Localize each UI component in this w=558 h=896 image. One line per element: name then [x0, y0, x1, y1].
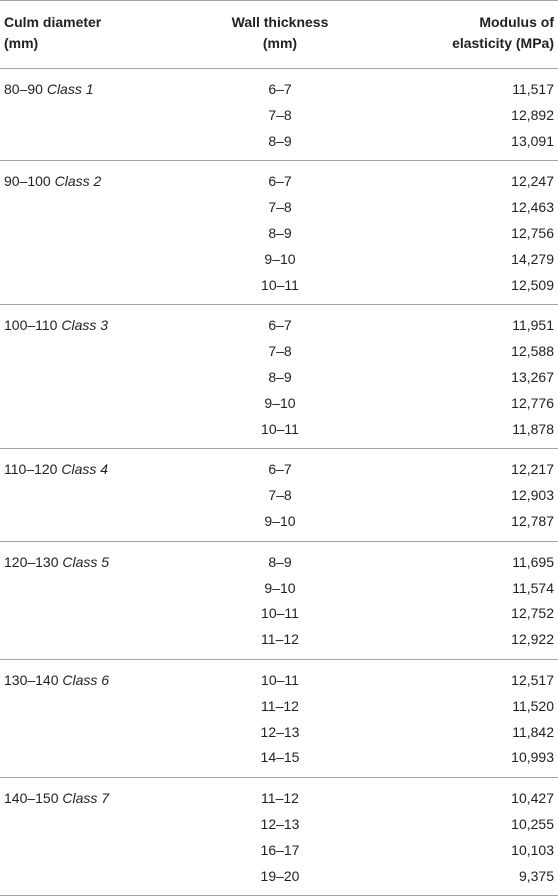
wall-thickness-cell: 9–10 — [264, 394, 296, 411]
modulus-cell: 10,103 — [511, 841, 554, 858]
class-label: Class 6 — [62, 672, 110, 688]
modulus-cell: 12,509 — [511, 276, 554, 293]
wall-thickness-cell: 9–10 — [264, 512, 296, 529]
wall-thickness-cell: 11–12 — [261, 697, 299, 714]
diameter-range: 130–140 — [4, 672, 63, 688]
class-label: Class 5 — [62, 553, 110, 570]
wall-thickness-cell: 9–10 — [264, 250, 296, 267]
modulus-cell: 11,842 — [512, 723, 554, 740]
wall-thickness-cell: 7–8 — [268, 343, 292, 360]
wall-thickness-cell: 8–9 — [268, 553, 292, 570]
wall-thickness-cell: 9–10 — [264, 579, 296, 596]
wall-thickness-cell: 7–8 — [268, 106, 292, 123]
modulus-cell: 12,903 — [511, 487, 554, 504]
table-row — [0, 367, 558, 393]
table-row — [0, 171, 558, 197]
table-row — [0, 696, 558, 722]
modulus-cell: 12,588 — [511, 343, 554, 360]
modulus-cell: 12,922 — [511, 631, 554, 648]
table-row — [0, 131, 558, 157]
table-row — [0, 485, 558, 511]
table-row — [0, 603, 558, 629]
table-row — [0, 578, 558, 604]
table-row — [0, 552, 558, 578]
group-row — [0, 660, 558, 778]
table-header — [0, 0, 558, 69]
wall-thickness-cell: 6–7 — [268, 461, 292, 478]
modulus-cell: 11,951 — [512, 317, 554, 334]
wall-thickness-cell: 10–11 — [261, 672, 299, 688]
header-modulus-of-elasticity: Modulus of elasticity (MPa) — [452, 14, 554, 51]
modulus-cell: 12,463 — [511, 199, 554, 216]
modulus-cell: 11,878 — [512, 420, 554, 437]
group-row — [0, 161, 558, 305]
diameter-range: 80–90 — [4, 81, 47, 97]
wall-thickness-cell: 6–7 — [268, 81, 292, 97]
table-row — [0, 788, 558, 814]
table-row — [0, 197, 558, 223]
diameter-range: 90–100 — [4, 173, 55, 190]
wall-thickness-cell: 12–13 — [260, 815, 300, 832]
modulus-cell: 10,427 — [511, 790, 554, 807]
table-row — [0, 79, 558, 105]
group-row — [0, 305, 558, 449]
modulus-cell: 13,091 — [511, 132, 554, 149]
wall-thickness-cell: 8–9 — [268, 132, 292, 149]
table-row — [0, 393, 558, 419]
table-row — [0, 419, 558, 445]
wall-thickness-cell: 10–11 — [261, 420, 299, 437]
wall-thickness-cell: 8–9 — [268, 224, 292, 241]
modulus-cell: 12,752 — [511, 605, 554, 622]
class-label: Class 2 — [54, 173, 102, 190]
wall-thickness-cell: 6–7 — [268, 317, 292, 334]
diameter-range: 140–150 — [4, 790, 63, 807]
wall-thickness-cell: 8–9 — [268, 368, 292, 385]
diameter-range: 120–130 — [4, 553, 63, 570]
modulus-cell: 9,375 — [518, 867, 554, 884]
wall-thickness-cell: 11–12 — [261, 790, 299, 807]
group-row — [0, 449, 558, 541]
table-row — [0, 814, 558, 840]
modulus-cell: 12,776 — [511, 394, 554, 411]
table-row — [0, 747, 558, 773]
table-row — [0, 223, 558, 249]
table-row — [0, 105, 558, 131]
wall-thickness-cell: 7–8 — [268, 487, 292, 504]
wall-thickness-cell: 19–20 — [260, 867, 300, 884]
modulus-cell: 11,517 — [512, 81, 554, 97]
group-row — [0, 542, 558, 660]
wall-thickness-cell: 7–8 — [268, 199, 292, 216]
modulus-cell: 10,255 — [511, 815, 554, 832]
table-row — [0, 840, 558, 866]
modulus-cell: 12,247 — [511, 173, 554, 190]
modulus-cell: 12,787 — [511, 512, 554, 529]
modulus-cell: 12,756 — [511, 224, 554, 241]
modulus-cell: 11,695 — [512, 553, 554, 570]
wall-thickness-cell: 6–7 — [268, 173, 292, 190]
header-culm-diameter: Culm diameter (mm) — [4, 14, 102, 51]
table-row — [0, 866, 558, 892]
table-row — [0, 722, 558, 748]
class-label: Class 1 — [46, 81, 94, 97]
table-row — [0, 629, 558, 655]
table-row — [0, 670, 558, 696]
wall-thickness-cell: 11–12 — [261, 631, 299, 648]
class-label: Class 3 — [61, 317, 109, 334]
wall-thickness-cell: 10–11 — [261, 605, 299, 622]
class-label: Class 7 — [62, 790, 110, 807]
table-row — [0, 459, 558, 485]
wall-thickness-cell: 14–15 — [260, 749, 300, 766]
diameter-range: 110–120 — [4, 461, 62, 478]
table-row — [0, 341, 558, 367]
header-wall-thickness: Wall thickness (mm) — [231, 14, 329, 51]
modulus-cell: 11,520 — [512, 697, 554, 714]
modulus-cell: 10,993 — [511, 749, 554, 766]
table-row — [0, 249, 558, 275]
wall-thickness-cell: 16–17 — [260, 841, 300, 858]
modulus-cell: 12,517 — [511, 672, 554, 688]
table-row — [0, 511, 558, 537]
table-row — [0, 315, 558, 341]
modulus-cell: 14,279 — [511, 250, 554, 267]
modulus-cell: 12,217 — [511, 461, 554, 478]
wall-thickness-cell: 10–11 — [261, 276, 299, 293]
table-row — [0, 275, 558, 301]
modulus-cell: 12,892 — [511, 106, 554, 123]
group-row — [0, 69, 558, 161]
diameter-range: 100–110 — [4, 317, 62, 334]
group-row — [0, 778, 558, 896]
modulus-cell: 11,574 — [512, 579, 554, 596]
class-label: Class 4 — [61, 461, 109, 478]
wall-thickness-cell: 12–13 — [260, 723, 300, 740]
modulus-cell: 13,267 — [511, 368, 554, 385]
